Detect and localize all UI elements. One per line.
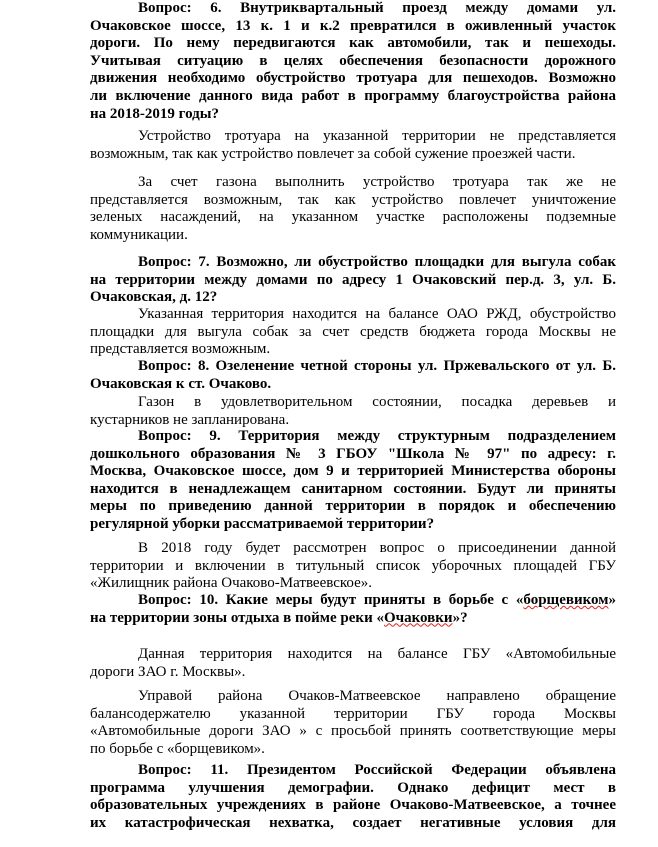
answer-6-paragraph-1 <box>90 128 616 163</box>
q10-text: »? <box>452 609 468 626</box>
answer-line: За счет газона выполнить устройство тротуара так же не <box>138 174 616 190</box>
question-9-line: Вопрос: 9. Территория между структурным подразделением <box>138 428 616 444</box>
question-6-line: движения необходимо обустройство тротуара для пешеходов. Возможно <box>90 70 616 87</box>
question-6-line: Учитывая ситуацию в целях обеспечения безопасности дорожного <box>90 52 616 69</box>
answer-line: балансодержателю указанной территории ГБУ города Москвы <box>90 705 616 722</box>
answer-line: Устройство тротуара на указанной территории не представляется <box>138 128 616 144</box>
answer-line: территории и включении в титульный список уборочных площадей ГБУ <box>90 557 616 574</box>
answer-line: «Автомобильные дороги ЗАО » с просьбой принять соответствующие меры <box>90 723 616 740</box>
question-11-line: Вопрос: 11. Президентом Российской Федерации объявлена <box>138 762 616 778</box>
answer-7 <box>90 306 616 359</box>
answer-line: Газон в удовлетворительном состоянии, посадка деревьев и <box>138 394 616 410</box>
answer-line: «Жилищник района Очаково-Матвеевское». <box>90 575 373 592</box>
answer-line: возможным, так как устройство повлечет за собой сужение проезжей части. <box>90 145 576 162</box>
question-7-line: Очаковская, д. 12? <box>90 289 218 306</box>
spellcheck-word: Очаковки <box>383 609 453 626</box>
question-9-line: Москва, Очаковское шоссе, дом 9 и территорией Министерства обороны <box>90 463 616 480</box>
spellcheck-word: борщевиком <box>523 592 609 608</box>
question-7 <box>90 254 616 307</box>
question-11-line: образовательных учреждениях в районе Очаково-Матвеевское, а точнее <box>90 797 616 814</box>
answer-8 <box>90 394 616 429</box>
question-9-line: находится в ненадлежащем санитарном состоянии. Будут ли приняты <box>90 480 616 497</box>
answer-line: представляется возможным. <box>90 341 271 358</box>
question-6-line: ли включение данного вида работ в программу благоустройства района <box>90 87 616 104</box>
question-8-line: Вопрос: 8. Озеленение четной стороны ул. Пржевальского от ул. Б. <box>138 358 616 374</box>
answer-line: коммуникации. <box>90 226 188 243</box>
answer-line: В 2018 году будет рассмотрен вопрос о присоединении данной <box>138 540 616 556</box>
question-11-line: программа улучшения демографии. Однако дефицит мест в <box>90 779 616 796</box>
question-7-line: на территории между домами по адресу 1 Очаковский пер.д. 3, ул. Б. <box>90 271 616 288</box>
question-8-line: Очаковская к ст. Очаково. <box>90 375 272 392</box>
question-6-line: дороги. По нему передвигаются как автомобили, так и пешеходы. <box>90 35 616 52</box>
question-6-line: Вопрос: 6. Внутриквартальный проезд между домами ул. <box>138 0 616 16</box>
answer-line: площадки для выгула собак за счет средств бюджета города Москвы не <box>90 323 616 340</box>
question-10 <box>90 592 616 627</box>
question-11-line: их катастрофическая нехватка, создает негативные условия для <box>90 814 616 831</box>
answer-line: Указанная территория находится на балансе ОАО РЖД, обустройство <box>138 306 616 322</box>
q10-text: » <box>608 592 616 608</box>
question-8 <box>90 358 616 393</box>
answer-line: по борьбе с «борщевиком». <box>90 740 265 757</box>
q10-text: Вопрос: 10. Какие меры будут приняты в борьбе с « <box>138 592 524 608</box>
answer-9 <box>90 540 616 593</box>
answer-line: кустарников не запланирована. <box>90 411 290 428</box>
question-10-line <box>90 592 616 610</box>
question-9-line: дошкольного образования № 3 ГБОУ "Школа № 97" по адресу: г. <box>90 445 616 462</box>
answer-line: Управой района Очаков-Матвеевское направлено обращение <box>138 688 616 704</box>
question-6 <box>90 0 616 123</box>
question-7-line: Вопрос: 7. Возможно, ли обустройство площадки для выгула собак <box>138 254 616 270</box>
answer-10-paragraph-1 <box>90 646 616 681</box>
answer-line: представляется возможным, так как устройство повлечет уничтожение <box>90 191 616 208</box>
answer-line: зеленых насаждений, на указанном участке расположены подземные <box>90 209 616 226</box>
question-11 <box>90 762 616 832</box>
answer-6-paragraph-2 <box>90 174 616 244</box>
question-6-line: на 2018-2019 годы? <box>90 105 219 122</box>
question-9-line: меры по приведению данной территории в порядок и обеспечению <box>90 498 616 515</box>
question-6-line: Очаковское шоссе, 13 к. 1 и к.2 превратился в оживленный участок <box>90 17 616 34</box>
q10-text: на территории зоны отдыха в пойме реки « <box>90 609 384 626</box>
answer-line: Данная территория находится на балансе ГБУ «Автомобильные <box>138 646 616 662</box>
question-9-line: регулярной уборки рассматриваемой территории? <box>90 515 435 532</box>
question-10-line <box>42 610 616 628</box>
answer-10-paragraph-2 <box>90 688 616 758</box>
question-9 <box>90 428 616 534</box>
answer-line: дороги ЗАО г. Москвы». <box>90 663 246 680</box>
